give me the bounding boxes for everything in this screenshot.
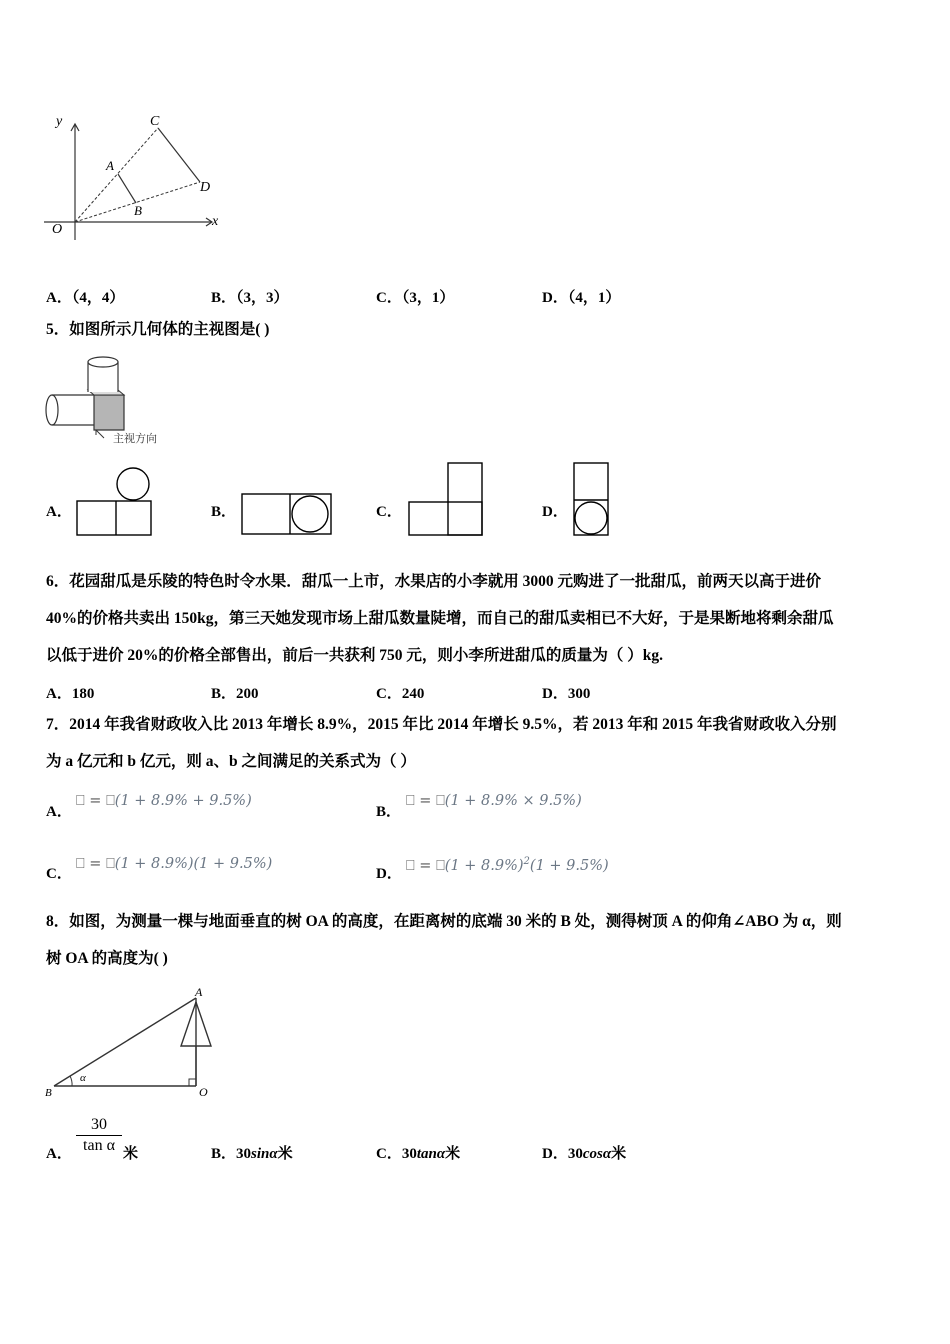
- angle-arc: [70, 1076, 72, 1086]
- q6-line-1: 6．花园甜瓜是乐陵的特色时令水果．甜瓜一上市，水果店的小李就用 3000 元购进了一批甜瓜，前两天以高于进价: [46, 573, 822, 590]
- q5-option-b[interactable]: B．: [211, 504, 237, 520]
- q7-option-c-letter[interactable]: C．: [46, 866, 72, 882]
- label-y: y: [56, 114, 63, 129]
- q8-line-2: 树 OA 的高度为( ): [46, 950, 168, 967]
- tree-label-o: O: [199, 1085, 208, 1099]
- q6-line-3: 以低于进价 20%的价格全部售出，前后一共获利 750 元，则小李所进甜瓜的质量为（ ）kg.: [46, 647, 663, 664]
- q5-figure-c[interactable]: [408, 462, 486, 538]
- hypotenuse: [54, 998, 196, 1086]
- right-angle-mark: [189, 1079, 196, 1086]
- segment-cd: [158, 128, 200, 182]
- label-b: B: [134, 203, 142, 218]
- q5-option-c[interactable]: C．: [376, 504, 402, 520]
- label-x: x: [212, 214, 219, 229]
- q7-option-a-formula: ⎕ = ⎕(1 + 8.9% + 9.5%): [76, 793, 252, 809]
- q7-option-c-formula: ⎕ = ⎕(1 + 8.9%)(1 + 9.5%): [76, 856, 273, 872]
- tree-label-a: A: [195, 985, 203, 999]
- fraction-numerator: 30: [76, 1116, 122, 1136]
- q8-option-a-fraction: [76, 1116, 122, 1155]
- tree-label-b: B: [45, 1087, 52, 1099]
- label-d: D: [200, 180, 211, 195]
- q7-line-1: 7．2014 年我省财政收入比 2013 年增长 8.9%，2015 年比 2014 年增长 9.5%，若 2013 年和 2015 年我省财政收入分别: [46, 716, 837, 733]
- q8-option-b[interactable]: B．30sinα米: [211, 1146, 293, 1162]
- label-a: A: [106, 158, 114, 173]
- q7-option-b-formula: ⎕ = ⎕(1 + 8.9% × 9.5%): [406, 793, 582, 809]
- segment-ab: [118, 174, 136, 203]
- q8-option-d[interactable]: D．30cosα米: [542, 1146, 627, 1162]
- q6-option-a[interactable]: A．180: [46, 686, 95, 702]
- q4-option-c[interactable]: C．（3，1）: [376, 290, 455, 306]
- q5-figure-d[interactable]: [573, 462, 611, 538]
- q5-figure-b[interactable]: [241, 493, 333, 537]
- q4-option-a[interactable]: A．（4，4）: [46, 290, 125, 306]
- q4-option-d[interactable]: D．（4，1）: [542, 290, 621, 306]
- q6-option-b[interactable]: B．200: [211, 686, 259, 702]
- fraction-denominator: tan α: [83, 1137, 115, 1154]
- label-c: C: [150, 114, 160, 129]
- view-direction-label: 主视方向: [113, 432, 157, 445]
- q8-option-c[interactable]: C．30tanα米: [376, 1146, 461, 1162]
- segment-oc: [75, 128, 158, 222]
- q5-option-d[interactable]: D．: [542, 504, 568, 520]
- q6-option-c[interactable]: C．240: [376, 686, 425, 702]
- q6-line-2: 40%的价格共卖出 150kg，第三天她发现市场上甜瓜数量陡增，而自己的甜瓜卖相已不大好，于是果断地将剩余甜瓜: [46, 610, 834, 627]
- q7-option-b-letter[interactable]: B．: [376, 804, 402, 820]
- q5-stem: 5．如图所示几何体的主视图是( ): [46, 321, 270, 338]
- tree-figure: [50, 990, 220, 1100]
- q8-option-a[interactable]: A．: [46, 1146, 72, 1162]
- q8-line-1: 8．如图，为测量一棵与地面垂直的树 OA 的高度，在距离树的底端 30 米的 B 处，测得树顶 A 的仰角∠ABO 为 α，则: [46, 913, 842, 930]
- q5-figure-a[interactable]: [76, 466, 152, 538]
- q7-option-d-formula: ⎕ = ⎕(1 + 8.9%)$^2$(1 + 9.5%): [406, 856, 609, 874]
- q6-option-d[interactable]: D．300: [542, 686, 591, 702]
- label-o: O: [52, 222, 63, 237]
- q5-option-a[interactable]: A．: [46, 504, 72, 520]
- coordinate-figure: [40, 112, 230, 242]
- tree-label-alpha: α: [80, 1072, 86, 1084]
- q7-line-2: 为 a 亿元和 b 亿元，则 a、b 之间满足的关系式为（ ）: [46, 753, 416, 770]
- q8-option-a-unit: 米: [123, 1146, 139, 1162]
- q7-option-d-letter[interactable]: D．: [376, 866, 402, 882]
- q4-option-b[interactable]: B．（3，3）: [211, 290, 289, 306]
- q7-option-a-letter[interactable]: A．: [46, 804, 72, 820]
